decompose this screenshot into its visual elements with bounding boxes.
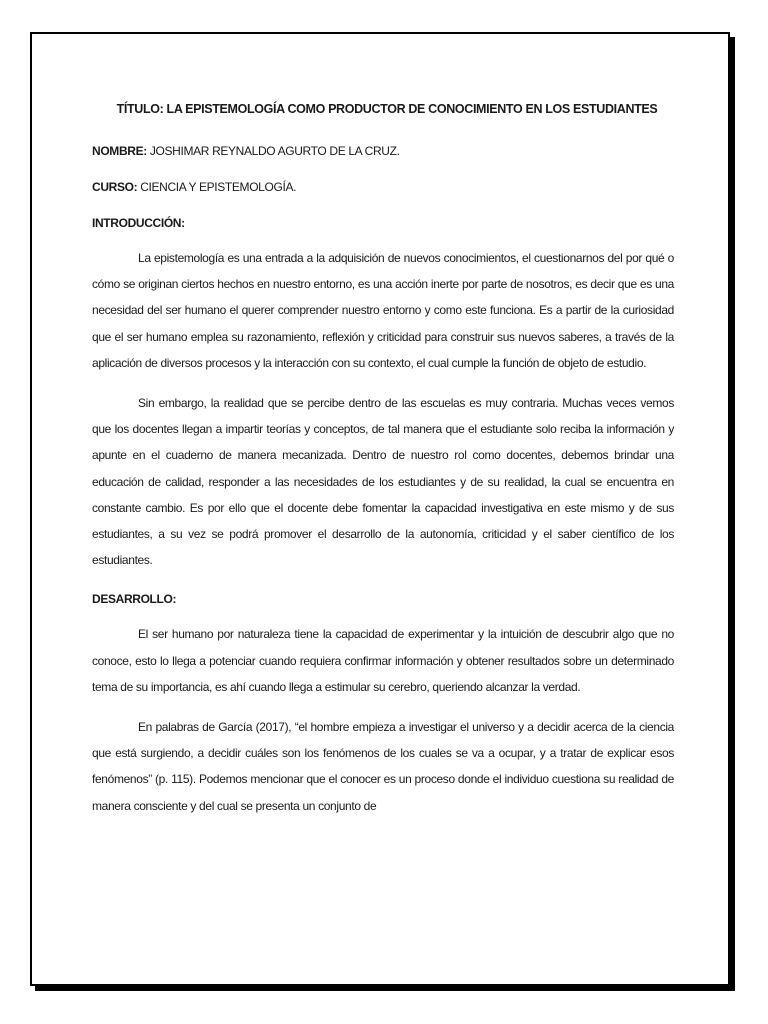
course-value: CIENCIA Y EPISTEMOLOGÍA.: [137, 180, 297, 194]
document-page: [30, 32, 730, 986]
development-paragraph-2: En palabras de García (2017), “el hombre empieza a investigar el universo y a decidir acerca de la ciencia que está surgiendo, a decidir cuáles son los fenómenos de los cuales se va a ocupar, y a tratar de explicar esos fenómenos” (p. 115). Podemos mencionar que el conocer es un proceso donde el individuo cuestiona su realidad de manera consciente y del cual se presenta un conjunto de: [92, 720, 674, 813]
intro-paragraph-2: Sin embargo, la realidad que se percibe dentro de las escuelas es muy contraria. Muchas veces vemos que los docentes llegan a impartir teorías y conceptos, de tal manera que el estudiante solo reciba la información y apunte en el cuaderno de manera mecanizada. Dentro de nuestro rol como docentes, debemos brindar una educación de calidad, responder a las necesidades de los estudiantes y de su realidad, la cual se encuentra en constante cambio. Es por ello que el docente debe fomentar la capacidad investigativa en este mismo y de sus estudiantes, a su vez se podrá promover el desarrollo de la autonomía, criticidad y el saber científico de los estudiantes.: [92, 396, 674, 568]
name-line: [92, 141, 674, 161]
document-body: [92, 34, 674, 819]
development-heading: DESARROLLO:: [92, 592, 177, 607]
document-title: TÍTULO: LA EPISTEMOLOGÍA COMO PRODUCTOR DE CONOCIMIENTO EN LOS ESTUDIANTES: [116, 102, 658, 116]
name-label: NOMBRE:: [92, 144, 147, 158]
intro-heading: INTRODUCCIÓN:: [92, 216, 185, 230]
name-value: JOSHIMAR REYNALDO AGURTO DE LA CRUZ.: [146, 144, 400, 158]
intro-paragraph-1: La epistemología es una entrada a la adquisición de nuevos conocimientos, el cuestionarnos del por qué o cómo se originan ciertos hechos en nuestro entorno, es una acción inerte por parte de nosotros, es decir que es una necesidad del ser humano el querer comprender nuestro entorno y como este funciona. Es a partir de la curiosidad que el ser humano emplea su razonamiento, reflexión y criticidad para construir sus nuevos saberes, a través de la aplicación de diversos procesos y la interacción con su contexto, el cual cumple la función de objeto de estudio.: [92, 251, 674, 370]
course-label: CURSO:: [92, 180, 138, 194]
development-paragraph-1: El ser humano por naturaleza tiene la capacidad de experimentar y la intuición de descubrir algo que no conoce, esto lo llega a potenciar cuando requiera confirmar información y obtener resultados sobre un determinado tema de su importancia, es ahí cuando llega a estimular su cerebro, queriendo alcanzar la verdad.: [92, 627, 674, 694]
course-line: [92, 177, 674, 197]
